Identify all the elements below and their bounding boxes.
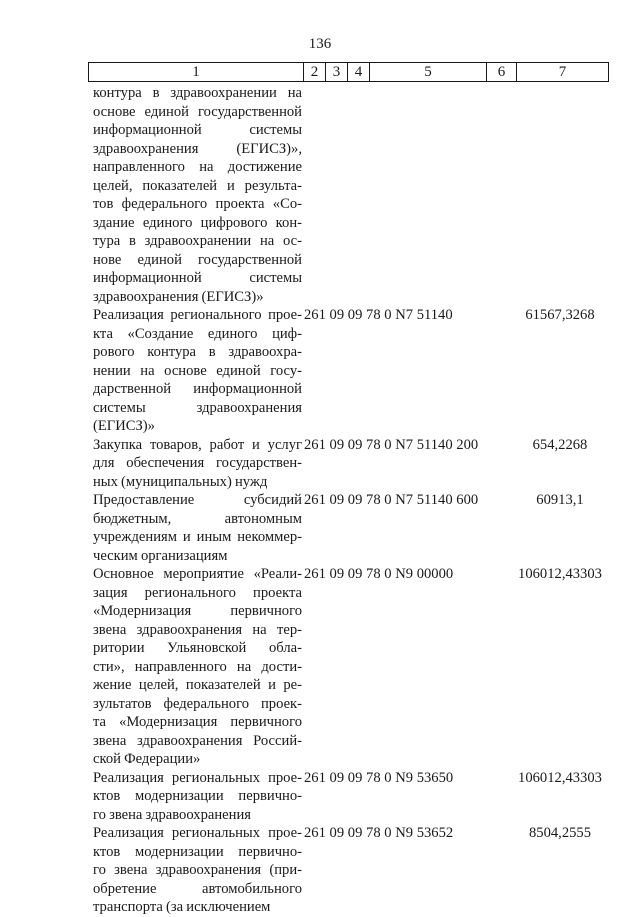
column-header-1: 1 bbox=[89, 63, 304, 82]
row-amount: 8504,2555 bbox=[528, 825, 592, 841]
description-line: го звена здравоохранения bbox=[93, 806, 251, 823]
column-header-5: 5 bbox=[370, 63, 487, 82]
description-line: Основное мероприятие «Реали- bbox=[93, 566, 302, 582]
budget-row bbox=[0, 565, 640, 769]
description-line: Закупка товаров, работ и услуг bbox=[93, 436, 302, 453]
column-header-table bbox=[88, 62, 609, 82]
description-line: зультатов федерального проек- bbox=[93, 695, 302, 712]
budget-row bbox=[0, 491, 640, 565]
description-line: ской Федерации» bbox=[93, 751, 201, 767]
row-amount: 654,2268 bbox=[532, 436, 588, 453]
row-description bbox=[93, 436, 302, 492]
description-line: «Модернизация первичного bbox=[93, 603, 302, 619]
row-description bbox=[93, 84, 302, 306]
description-line: здравоохранения (ЕГИСЗ)», bbox=[93, 140, 302, 157]
description-line: Реализация регионального прое- bbox=[93, 307, 302, 323]
budget-rows bbox=[0, 84, 640, 917]
description-line: ческим организациям bbox=[93, 547, 228, 564]
description-line: здание единого цифрового кон- bbox=[93, 214, 302, 231]
description-line: Реализация региональных прое- bbox=[93, 825, 302, 841]
description-line: Реализация региональных прое- bbox=[93, 769, 302, 786]
description-line: Предоставление субсидий bbox=[93, 492, 302, 508]
column-header-4: 4 bbox=[348, 63, 370, 82]
budget-row bbox=[0, 436, 640, 492]
description-line: го звена здравоохранения (при- bbox=[93, 862, 302, 878]
description-line: ных (муниципальных) нужд bbox=[93, 473, 268, 490]
description-line: контура в здравоохранении на bbox=[93, 85, 302, 101]
description-line: информационной системы bbox=[93, 270, 302, 286]
row-classification-codes bbox=[302, 84, 504, 306]
row-description bbox=[93, 491, 302, 565]
description-line: нении на основе единой госу- bbox=[93, 362, 302, 379]
row-classification-codes: 261 09 09 78 0 N7 51140 200 bbox=[304, 436, 479, 453]
description-line: (ЕГИСЗ)» bbox=[93, 418, 155, 434]
description-line: дарственной информационной bbox=[93, 381, 302, 397]
column-header-6: 6 bbox=[487, 63, 517, 82]
description-line: та «Модернизация первичного bbox=[93, 714, 302, 730]
row-classification-codes: 261 09 09 78 0 N9 00000 bbox=[304, 566, 454, 582]
row-amount: 106012,43303 bbox=[518, 769, 602, 786]
row-classification-codes: 261 09 09 78 0 N9 53652 bbox=[304, 825, 454, 841]
description-line: направленного на достижение bbox=[93, 159, 302, 175]
description-line: сти», направленного на дости- bbox=[93, 658, 302, 675]
budget-row bbox=[0, 306, 640, 436]
description-line: жение целей, показателей и ре- bbox=[93, 677, 302, 693]
description-line: тов федерального проекта «Со- bbox=[93, 196, 302, 212]
description-line: ритории Ульяновской обла- bbox=[93, 640, 302, 656]
row-amount: 60913,1 bbox=[536, 492, 584, 508]
description-line: ктов модернизации первично- bbox=[93, 788, 302, 804]
column-header-row bbox=[89, 63, 609, 82]
description-line: кта «Создание единого циф- bbox=[93, 325, 302, 342]
column-header-3: 3 bbox=[326, 63, 348, 82]
column-header-2: 2 bbox=[304, 63, 326, 82]
description-line: ктов модернизации первично- bbox=[93, 843, 302, 860]
description-line: для обеспечения государствен- bbox=[93, 455, 302, 471]
description-line: тура в здравоохранении на ос- bbox=[93, 233, 302, 249]
description-line: бюджетным, автономным bbox=[93, 510, 302, 527]
row-classification-codes: 261 09 09 78 0 N7 51140 bbox=[304, 307, 453, 323]
budget-row bbox=[0, 824, 640, 917]
row-amount bbox=[504, 84, 616, 306]
row-amount: 106012,43303 bbox=[518, 566, 602, 582]
row-description bbox=[93, 769, 302, 825]
row-description bbox=[93, 565, 302, 769]
page-number: 136 bbox=[308, 36, 332, 52]
description-line: здравоохранения (ЕГИСЗ)» bbox=[93, 288, 264, 305]
budget-row bbox=[0, 769, 640, 825]
column-header-7: 7 bbox=[517, 63, 609, 82]
description-line: целей, показателей и результа- bbox=[93, 177, 302, 194]
description-line: звена здравоохранения Россий- bbox=[93, 732, 302, 749]
row-description bbox=[93, 306, 302, 436]
description-line: учреждениям и иным некоммер- bbox=[93, 529, 302, 545]
description-line: основе единой государственной bbox=[93, 103, 302, 120]
row-description bbox=[93, 824, 302, 917]
description-line: рового контура в здравоохра- bbox=[93, 344, 302, 360]
description-line: информационной системы bbox=[93, 122, 302, 138]
description-line: зация регионального проекта bbox=[93, 584, 302, 601]
description-line: системы здравоохранения bbox=[93, 399, 302, 416]
budget-row bbox=[0, 84, 640, 306]
description-line: звена здравоохранения на тер- bbox=[93, 621, 302, 638]
row-amount: 61567,3268 bbox=[525, 307, 595, 323]
description-line: транспорта (за исключением bbox=[93, 899, 271, 915]
description-line: обретение автомобильного bbox=[93, 880, 302, 897]
row-classification-codes: 261 09 09 78 0 N7 51140 600 bbox=[304, 492, 479, 508]
description-line: нове единой государственной bbox=[93, 251, 302, 268]
row-classification-codes: 261 09 09 78 0 N9 53650 bbox=[304, 769, 454, 786]
